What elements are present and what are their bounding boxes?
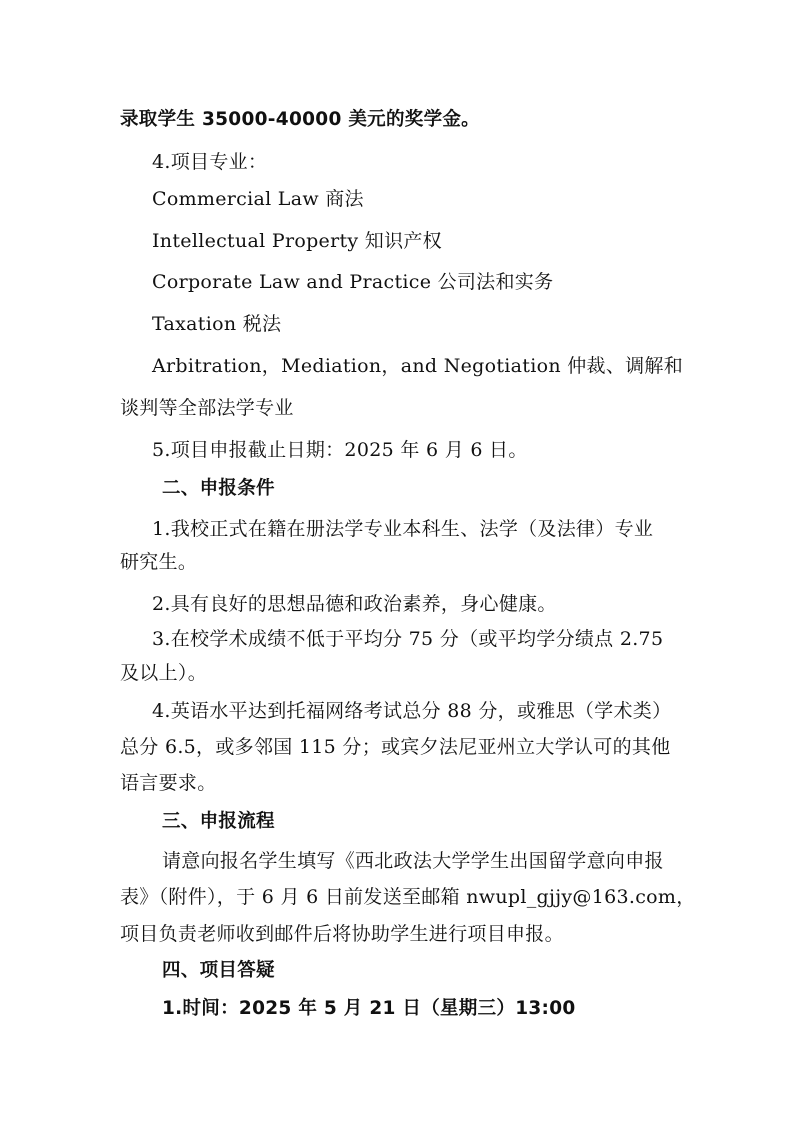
condition-3: 3.在校学术成绩不低于平均分 75 分（或平均学分绩点 2.75	[152, 628, 664, 650]
major-arbitration-cont: 谈判等全部法学专业	[120, 397, 294, 419]
major-arbitration: Arbitration，Mediation，and Negotiation 仲裁、调解和	[152, 355, 684, 377]
condition-2: 2.具有良好的思想品德和政治素养，身心健康。	[152, 593, 557, 615]
condition-1: 1.我校正式在籍在册法学专业本科生、法学（及法律）专业	[152, 518, 654, 540]
condition-4-end: 语言要求。	[120, 772, 217, 794]
majors-heading: 4.项目专业：	[152, 151, 268, 173]
section-heading-process: 三、申报流程	[162, 811, 275, 832]
process-line-3: 项目负责老师收到邮件后将协助学生进行项目申报。	[120, 923, 564, 945]
major-corporate-law: Corporate Law and Practice 公司法和实务	[152, 271, 554, 293]
section-heading-qa: 四、项目答疑	[162, 960, 275, 981]
condition-4-cont: 总分 6.5，或多邻国 115 分；或宾夕法尼亚州立大学认可的其他	[120, 736, 671, 758]
major-taxation: Taxation 税法	[152, 313, 282, 335]
process-line-2: 表》（附件），于 6 月 6 日前发送至邮箱 nwupl_gjjy@163.com，	[120, 886, 696, 908]
deadline-line: 5.项目申报截止日期：2025 年 6 月 6 日。	[152, 439, 528, 461]
process-line-1: 请意向报名学生填写《西北政法大学学生出国留学意向申报	[162, 850, 664, 872]
section-heading-conditions: 二、申报条件	[162, 478, 275, 499]
major-intellectual-property: Intellectual Property 知识产权	[152, 230, 442, 252]
major-commercial-law: Commercial Law 商法	[152, 188, 364, 210]
scholarship-line: 录取学生 35000-40000 美元的奖学金。	[120, 109, 480, 130]
condition-4: 4.英语水平达到托福网络考试总分 88 分，或雅思（学术类）	[152, 700, 672, 722]
condition-3-cont: 及以上）。	[120, 662, 208, 684]
condition-1-cont: 研究生。	[120, 551, 198, 573]
qa-time-line: 1.时间：2025 年 5 月 21 日（星期三）13:00	[162, 998, 576, 1019]
